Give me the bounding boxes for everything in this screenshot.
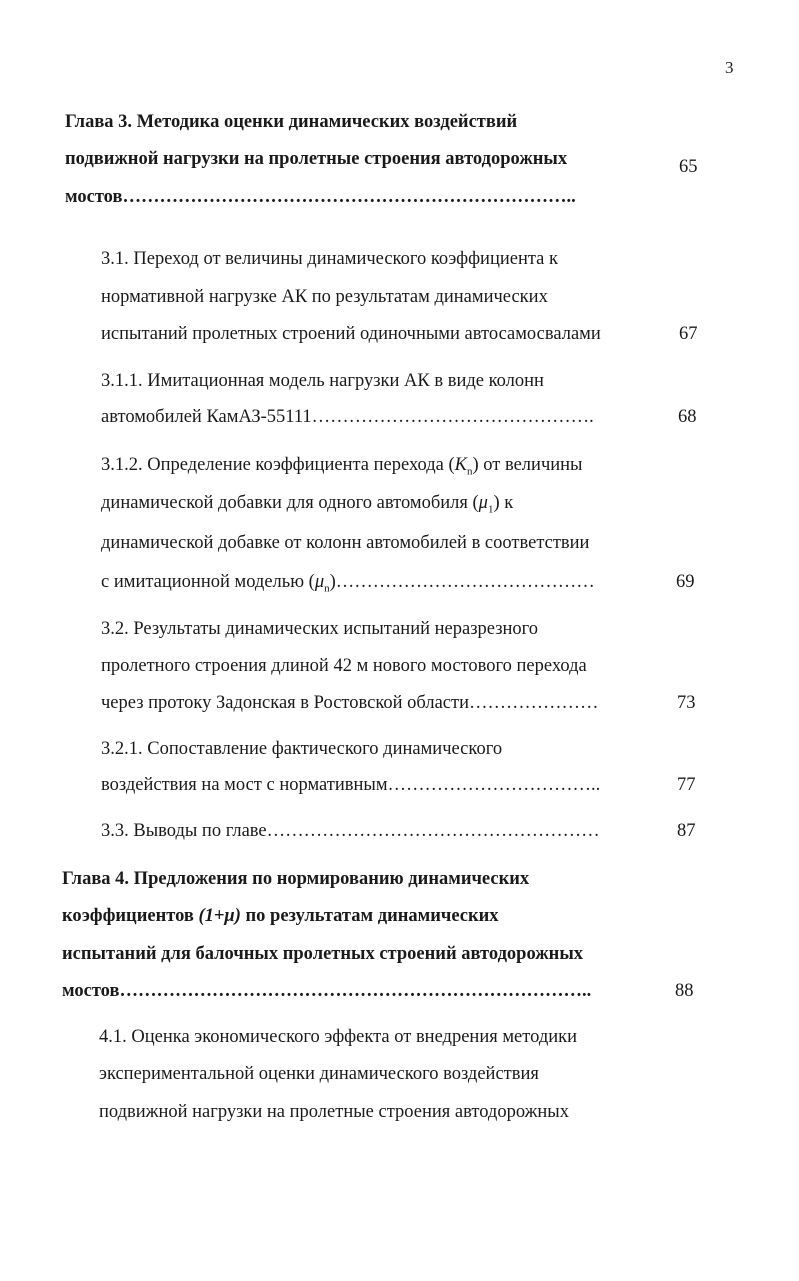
toc-line: 3.2.1. Сопоставление фактического динамического <box>101 739 503 759</box>
toc-line <box>101 454 582 483</box>
toc-line: автомобилей КамАЗ-55111………………………………………. <box>101 407 594 427</box>
toc-line <box>101 492 513 521</box>
toc-page-number: 68 <box>678 407 697 427</box>
toc-line: воздействия на мост с нормативным…………………………….. <box>101 775 601 795</box>
symbol-sub-n: n <box>324 582 330 595</box>
toc-page-number: 77 <box>677 775 696 795</box>
toc-line: 3.1.1. Имитационная модель нагрузки АК в виде колонн <box>101 371 544 391</box>
symbol-sub-1: 1 <box>487 503 494 516</box>
toc-line: нормативной нагрузке АК по результатам динамических <box>101 287 548 307</box>
toc-line: мостов………………………………………………………………….. <box>62 981 592 1001</box>
toc-page-number: 87 <box>677 821 696 841</box>
toc-line: подвижной нагрузки на пролетные строения автодорожных <box>99 1102 569 1122</box>
toc-text: 3.1.2. Определение коэффициента перехода ( <box>101 455 455 475</box>
toc-line: испытаний пролетных строений одиночными автосамосвалами <box>101 324 601 344</box>
toc-line: 3.2. Результаты динамических испытаний неразрезного <box>101 619 539 639</box>
toc-line: 4.1. Оценка экономического эффекта от внедрения методики <box>99 1027 578 1047</box>
toc-text: ) от величины <box>472 455 583 475</box>
toc-page-number: 65 <box>679 157 698 177</box>
toc-line: мостов……………………………………………………………….. <box>65 187 576 207</box>
toc-line: 3.1. Переход от величины динамического коэффициента к <box>101 249 558 269</box>
toc-line: Глава 4. Предложения по нормированию динамических <box>62 869 530 889</box>
toc-page-number: 67 <box>679 324 698 344</box>
toc-text: динамической добавки для одного автомобиля ( <box>101 493 479 513</box>
toc-text: по результатам динамических <box>240 906 499 926</box>
toc-line <box>101 571 595 600</box>
toc-text: с имитационной моделью ( <box>101 572 315 592</box>
page-number: 3 <box>725 58 734 77</box>
toc-line: Глава 3. Методика оценки динамических воздействий <box>65 112 518 132</box>
toc-page-number: 73 <box>677 693 696 713</box>
toc-line: экспериментальной оценки динамического воздействия <box>99 1064 539 1084</box>
toc-page-number: 88 <box>675 981 694 1001</box>
toc-page-number: 69 <box>676 572 695 592</box>
toc-line <box>62 905 499 927</box>
toc-line: пролетного строения длиной 42 м нового мостового перехода <box>101 656 587 676</box>
toc-line: подвижной нагрузки на пролетные строения автодорожных <box>65 149 568 169</box>
toc-line: через протоку Задонская в Ростовской области………………… <box>101 693 599 713</box>
symbol-k: K <box>454 455 467 475</box>
toc-line: испытаний для балочных пролетных строений автодорожных <box>62 944 584 964</box>
formula-1-plus-mu: (1+μ) <box>198 906 241 926</box>
symbol-mu: μ <box>314 572 325 592</box>
toc-line: 3.3. Выводы по главе……………………………………………… <box>101 821 600 841</box>
toc-text: коэффициентов <box>62 906 194 926</box>
symbol-mu: μ <box>478 493 488 513</box>
toc-line: динамической добавке от колонн автомобилей в соответствии <box>101 533 590 553</box>
toc-text: )…………………………………… <box>329 572 595 592</box>
symbol-sub-n: n <box>466 465 473 478</box>
toc-text: ) к <box>493 493 514 513</box>
